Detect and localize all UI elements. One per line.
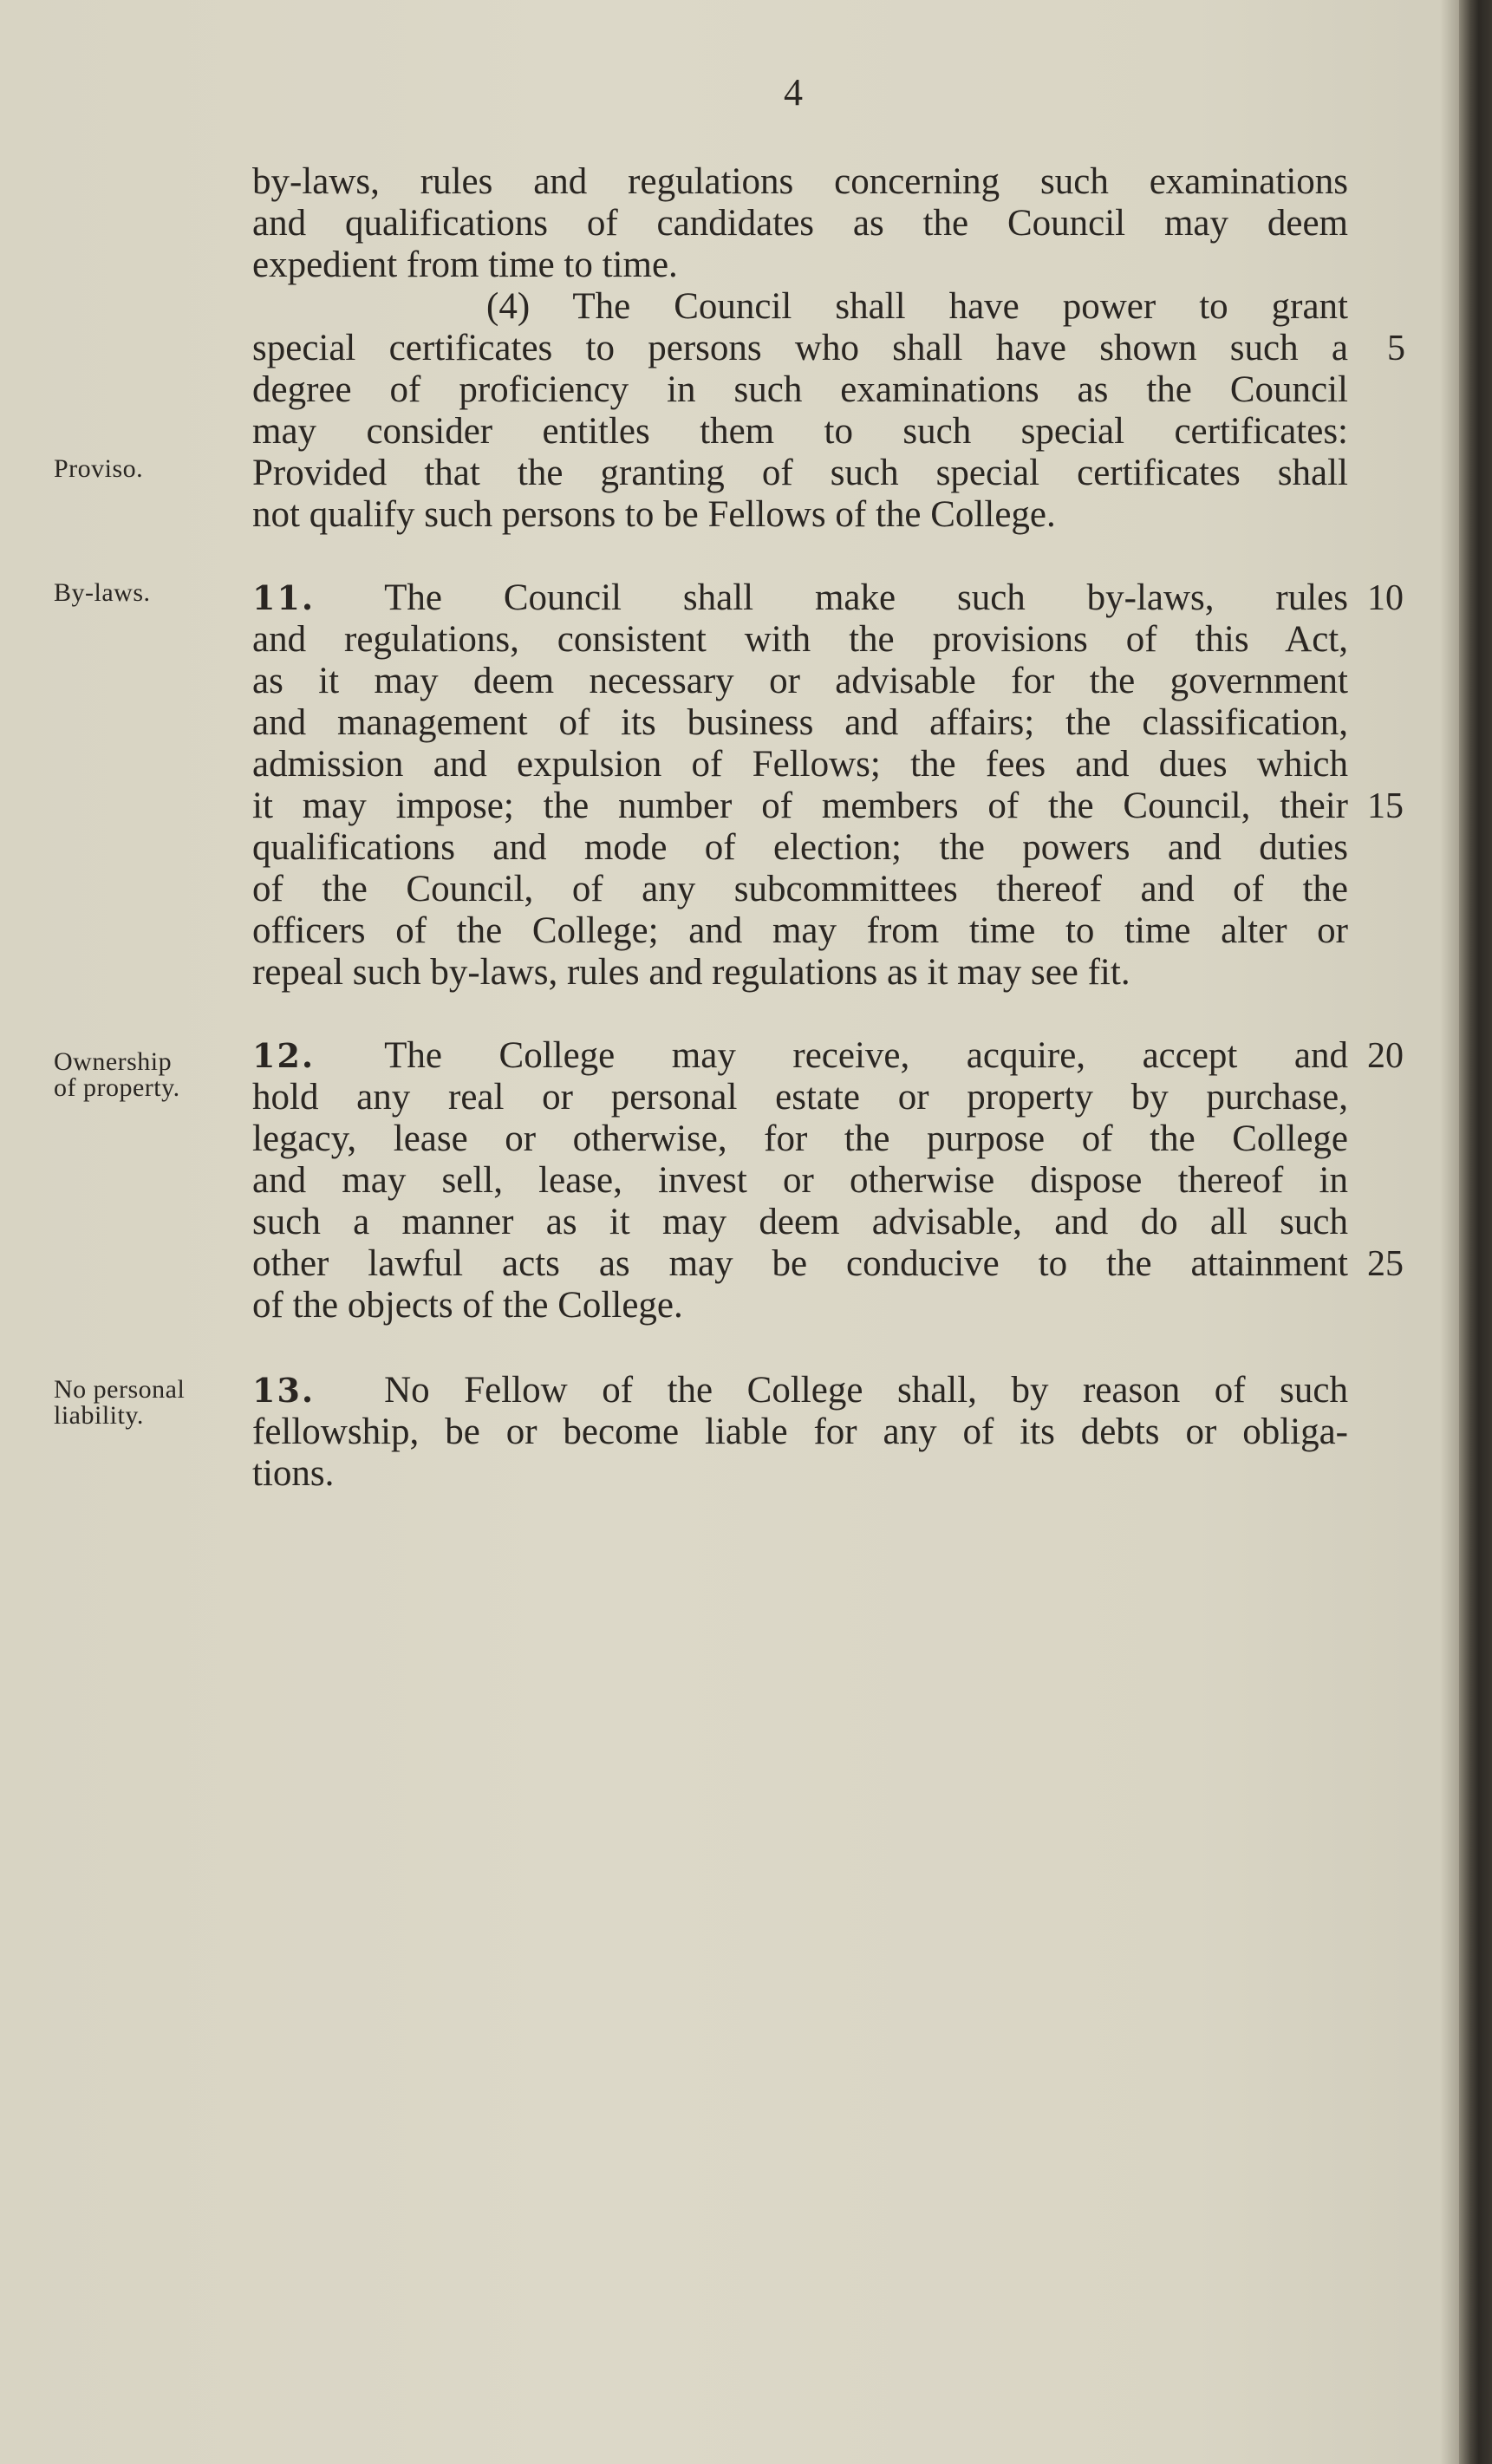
text-line: as it may deem necessary or advisable for the government [252, 661, 1348, 701]
text-line: fellowship, be or become liable for any of its debts or obliga- [252, 1411, 1348, 1452]
text-line: other lawful acts as may be conducive to the attainment [252, 1243, 1348, 1284]
page-edge [1459, 0, 1492, 2464]
margin-note-no-liability [54, 1377, 227, 1429]
paragraph-continuation [252, 161, 1348, 286]
margin-note-line: Ownership [54, 1047, 173, 1076]
text-line-content: No Fellow of the College shall, by reason of such [384, 1370, 1348, 1411]
line-number: 5 [1387, 329, 1405, 368]
text-line: hold any real or personal estate or property by purchase, [252, 1077, 1348, 1118]
text-line: and management of its business and affairs; the classification, [252, 702, 1348, 743]
text-line: and regulations, consistent with the provisions of this Act, [252, 619, 1348, 660]
text-line: not qualify such persons to be Fellows of the College. [252, 494, 1056, 535]
text-line: admission and expulsion of Fellows; the fees and dues which [252, 744, 1348, 785]
line-number: 25 [1367, 1244, 1404, 1284]
section-number: 12. [252, 1036, 316, 1075]
page-number: 4 [784, 71, 803, 114]
text-line: degree of proficiency in such examinations as the Council [252, 369, 1348, 410]
margin-note-line: No personal [54, 1375, 186, 1404]
section-12 [252, 1035, 1348, 1327]
text-line: and qualifications of candidates as the Council may deem [252, 203, 1348, 244]
text-line: Provided that the granting of such special certificates shall [252, 453, 1348, 493]
text-line: by-laws, rules and regulations concerning such examinations [252, 161, 1348, 202]
text-line: such a manner as it may deem advisable, and do all such [252, 1202, 1348, 1242]
margin-note-ownership [54, 1049, 227, 1101]
page-gutter-shadow [1440, 0, 1459, 2464]
section-11 [252, 577, 1348, 994]
line-number: 15 [1367, 786, 1404, 826]
paragraph-subsection-4 [252, 286, 1348, 536]
section-13 [252, 1370, 1348, 1495]
text-line-content: The Council shall make such by-laws, rules [384, 577, 1348, 618]
text-line: it may impose; the number of members of the Council, their [252, 785, 1348, 826]
text-line: tions. [252, 1453, 335, 1494]
text-line: qualifications and mode of election; the powers and duties [252, 827, 1348, 868]
text-line: and may sell, lease, invest or otherwise dispose thereof in [252, 1160, 1348, 1201]
line-number: 10 [1367, 578, 1404, 618]
text-line: of the Council, of any subcommittees thereof and of the [252, 869, 1348, 909]
text-line: officers of the College; and may from time to time alter or [252, 910, 1348, 951]
text-line: special certificates to persons who shall have shown such a [252, 328, 1348, 368]
margin-note-line: By-laws. [54, 578, 151, 607]
text-line: legacy, lease or otherwise, for the purpose of the College [252, 1118, 1348, 1159]
text-line [252, 577, 1348, 619]
text-line: may consider entitles them to such special certificates: [252, 411, 1348, 452]
margin-note-proviso [54, 456, 227, 482]
text-line: expedient from time to time. [252, 244, 678, 285]
margin-note-by-laws [54, 580, 227, 606]
margin-note-line: liability. [54, 1401, 144, 1430]
margin-note-line: of property. [54, 1073, 180, 1102]
text-line [252, 1035, 1348, 1077]
text-line: of the objects of the College. [252, 1285, 683, 1326]
line-number: 20 [1367, 1036, 1404, 1076]
text-line: (4) The Council shall have power to grant [486, 286, 1348, 327]
section-number: 13. [252, 1371, 316, 1410]
text-line-content: The College may receive, acquire, accept and [384, 1035, 1348, 1076]
text-line: repeal such by-laws, rules and regulations as it may see fit. [252, 952, 1130, 993]
section-number: 11. [252, 578, 316, 617]
text-line [252, 1370, 1348, 1411]
margin-note-line: Proviso. [54, 454, 144, 483]
